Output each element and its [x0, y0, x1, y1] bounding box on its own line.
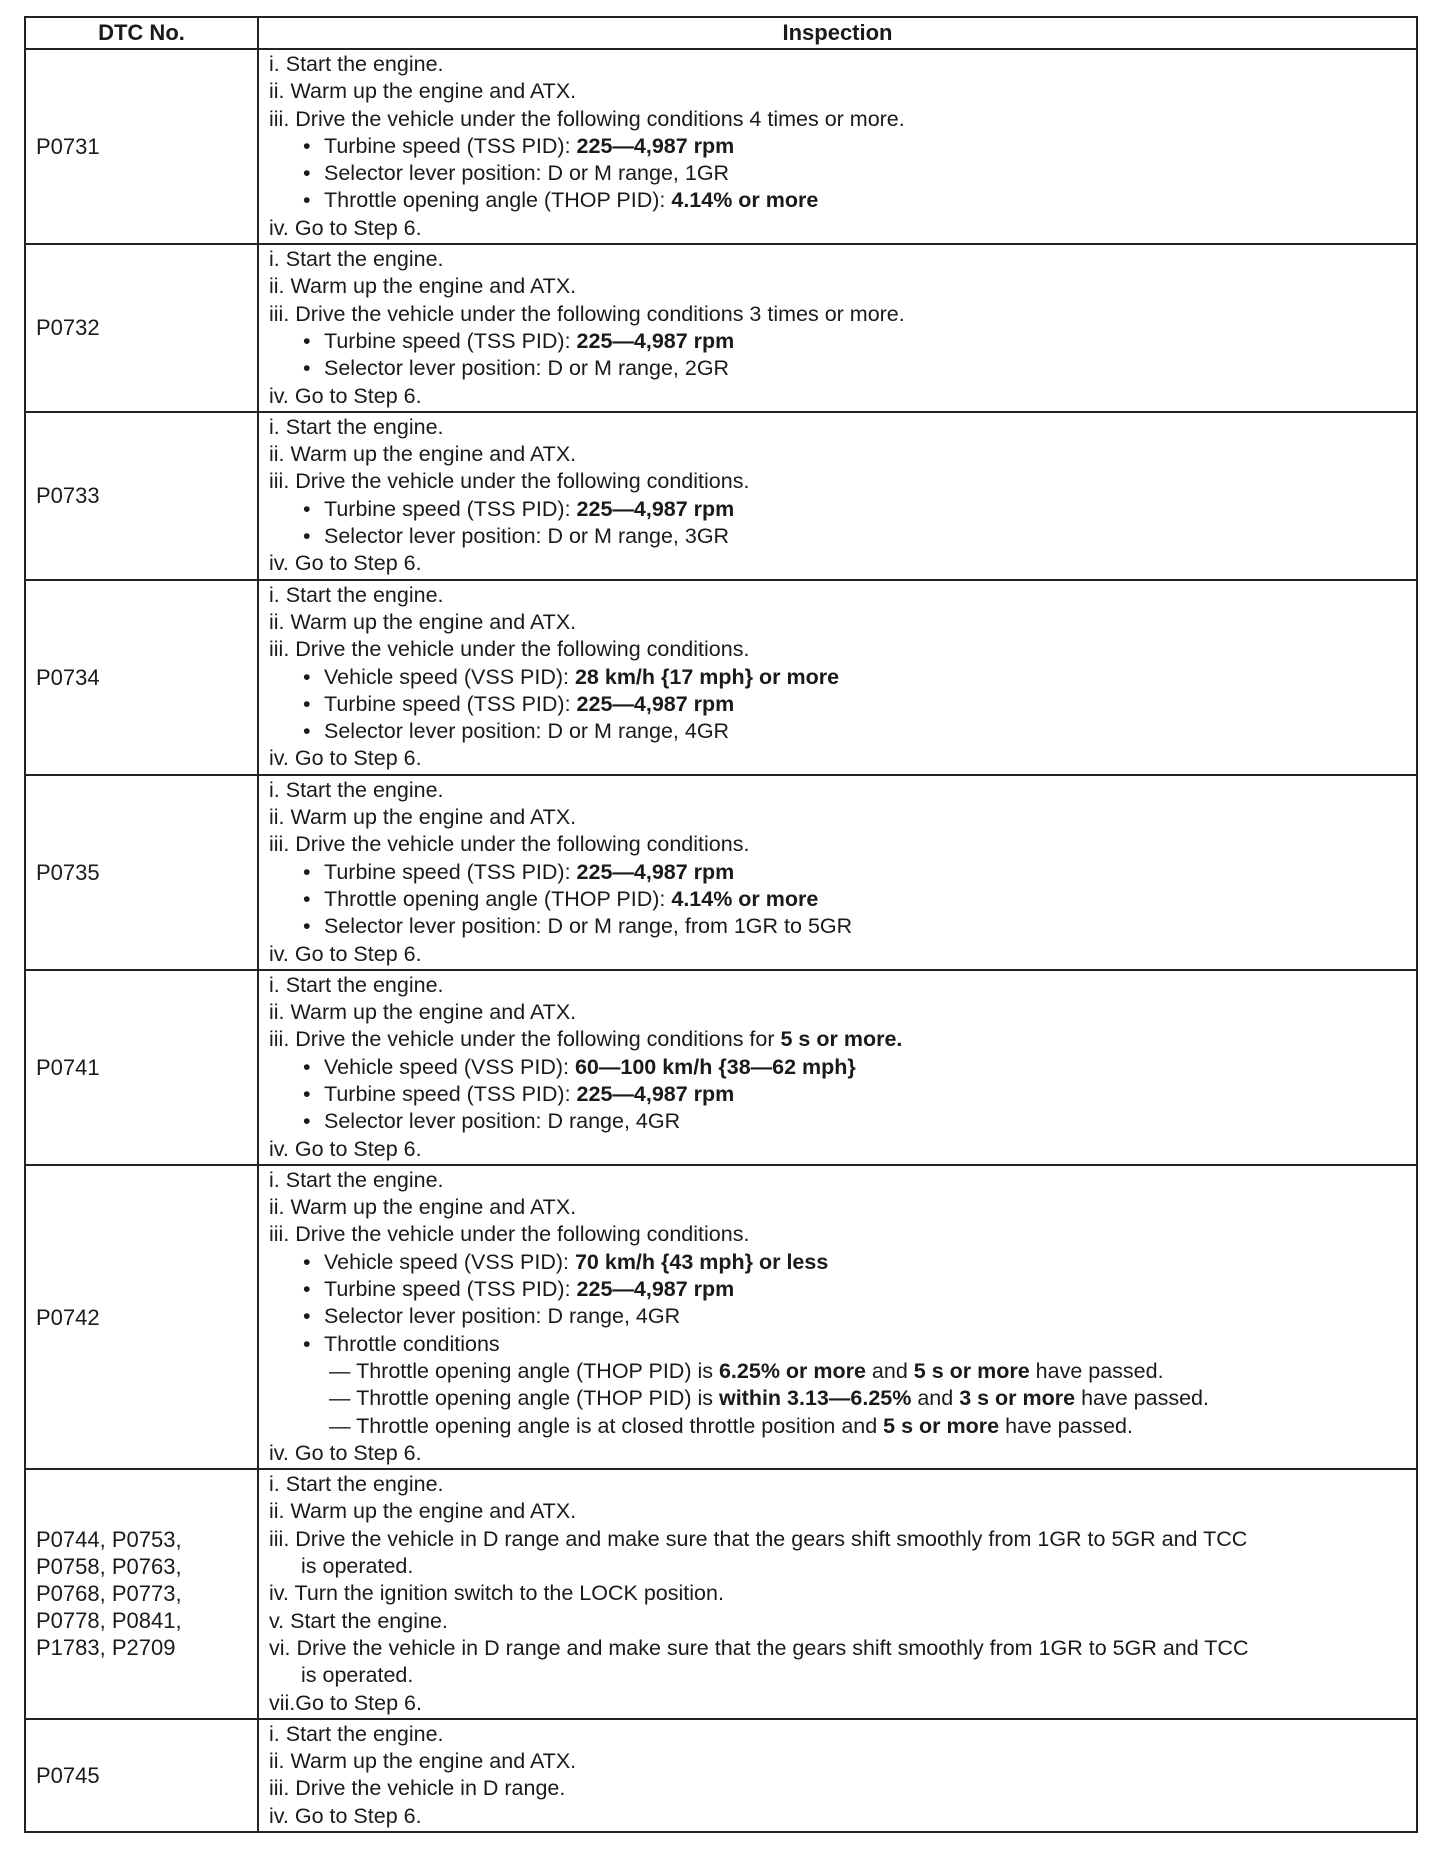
- step-text: iii. Drive the vehicle under the following conditions 4 times or more.: [269, 106, 905, 131]
- dtc-code-cell: [25, 49, 258, 244]
- spec-value: 225—4,987 rpm: [576, 859, 735, 884]
- step-text: Throttle opening angle (THOP PID):: [324, 886, 672, 911]
- step-text: iii. Drive the vehicle in D range and make sure that the gears shift smoothly from 1GR to 5GR and TCC: [269, 1526, 1248, 1551]
- spec-value: 225—4,987 rpm: [576, 691, 735, 716]
- condition-bullet: [269, 1331, 1410, 1358]
- step-text: iii. Drive the vehicle under the following conditions 3 times or more.: [269, 301, 905, 326]
- step-text: Selector lever position: D or M range, 2GR: [324, 356, 730, 381]
- condition-bullet: [269, 355, 1410, 382]
- throttle-condition-line: [269, 1413, 1410, 1440]
- table-row: [25, 580, 1417, 775]
- spec-value: 5 s or more: [883, 1413, 1000, 1438]
- spec-value: 225—4,987 rpm: [576, 1081, 735, 1106]
- step-text: Selector lever position: D range, 4GR: [324, 1109, 681, 1134]
- table-row: [25, 244, 1417, 412]
- step-text: and: [865, 1358, 914, 1383]
- step-text: ii. Warm up the engine and ATX.: [269, 1749, 577, 1774]
- procedure-step: [269, 777, 1410, 804]
- step-text: ii. Warm up the engine and ATX.: [269, 609, 577, 634]
- step-text: — Throttle opening angle is at closed throttle position and: [329, 1413, 884, 1438]
- procedure-step: [269, 745, 1410, 772]
- step-text: i. Start the engine.: [269, 582, 444, 607]
- procedure-step: [269, 1498, 1410, 1525]
- step-text: Throttle conditions: [324, 1331, 500, 1356]
- inspection-cell: [258, 49, 1417, 244]
- condition-bullet: [269, 1276, 1410, 1303]
- dtc-code: P0742: [36, 1304, 100, 1330]
- condition-bullet: [269, 886, 1410, 913]
- inspection-cell: [258, 1719, 1417, 1832]
- condition-bullet: [269, 718, 1410, 745]
- procedure-step: [269, 609, 1410, 636]
- spec-value: 225—4,987 rpm: [576, 133, 735, 158]
- step-text: Selector lever position: D or M range, from 1GR to 5GR: [324, 914, 853, 939]
- procedure-step: [269, 51, 1410, 78]
- spec-value: 4.14% or more: [671, 188, 819, 213]
- dtc-inspection-table: [24, 16, 1418, 1833]
- step-text: iv. Go to Step 6.: [269, 1803, 422, 1828]
- inspection-cell: [258, 1469, 1417, 1719]
- step-text: iv. Go to Step 6.: [269, 215, 422, 240]
- condition-bullet: [269, 1108, 1410, 1135]
- condition-bullet: [269, 328, 1410, 355]
- step-text: Turbine speed (TSS PID):: [324, 1277, 577, 1302]
- procedure-step: [269, 1608, 1410, 1635]
- step-text: ii. Warm up the engine and ATX.: [269, 79, 577, 104]
- step-text: Turbine speed (TSS PID):: [324, 859, 577, 884]
- procedure-step: [269, 1690, 1410, 1717]
- procedure-step: [269, 1221, 1410, 1248]
- header-dtc-no: DTC No.: [25, 17, 258, 49]
- dtc-code-cell: [25, 1165, 258, 1469]
- condition-bullet: [269, 1081, 1410, 1108]
- step-text: Selector lever position: D range, 4GR: [324, 1304, 681, 1329]
- step-text: vi. Drive the vehicle in D range and make sure that the gears shift smoothly from 1GR to 5GR and TCC: [269, 1635, 1249, 1660]
- dtc-code-cell: [25, 412, 258, 580]
- step-text: v. Start the engine.: [269, 1608, 448, 1633]
- spec-value: 5 s or more.: [780, 1027, 903, 1052]
- dtc-code-cell: [25, 775, 258, 970]
- procedure-step: [269, 1526, 1410, 1553]
- condition-bullet: [269, 913, 1410, 940]
- table-row: [25, 1469, 1417, 1719]
- inspection-cell: [258, 775, 1417, 970]
- step-text: iv. Turn the ignition switch to the LOCK position.: [269, 1581, 724, 1606]
- dtc-code: P0733: [36, 483, 100, 509]
- condition-bullet: [269, 496, 1410, 523]
- procedure-step: [269, 78, 1410, 105]
- step-text: iii. Drive the vehicle under the following conditions.: [269, 1222, 750, 1247]
- spec-value: 6.25% or more: [718, 1358, 866, 1383]
- procedure-step: [269, 804, 1410, 831]
- step-text: iv. Go to Step 6.: [269, 551, 422, 576]
- table-row: [25, 1719, 1417, 1832]
- dtc-code-cell: [25, 970, 258, 1165]
- step-text: i. Start the engine.: [269, 247, 444, 272]
- dtc-code: P0744, P0753,: [36, 1527, 182, 1553]
- inspection-cell: [258, 1165, 1417, 1469]
- table-row: [25, 49, 1417, 244]
- condition-bullet: [269, 187, 1410, 214]
- spec-value: 4.14% or more: [671, 886, 819, 911]
- step-text: iii. Drive the vehicle under the following conditions.: [269, 469, 750, 494]
- throttle-condition-line: [269, 1358, 1410, 1385]
- procedure-step: [269, 414, 1410, 441]
- procedure-step: [269, 215, 1410, 242]
- step-text: and: [911, 1386, 960, 1411]
- header-inspection: Inspection: [258, 17, 1417, 49]
- procedure-step: [269, 441, 1410, 468]
- step-text: Vehicle speed (VSS PID):: [324, 1054, 575, 1079]
- spec-value: 3 s or more: [959, 1386, 1076, 1411]
- inspection-cell: [258, 970, 1417, 1165]
- spec-value: 5 s or more: [913, 1358, 1030, 1383]
- procedure-step: [269, 1662, 1410, 1689]
- step-text: vii.Go to Step 6.: [269, 1690, 422, 1715]
- table-row: [25, 970, 1417, 1165]
- step-text: i. Start the engine.: [269, 972, 444, 997]
- step-text: iv. Go to Step 6.: [269, 1136, 422, 1161]
- procedure-step: [269, 1721, 1410, 1748]
- spec-value: within 3.13—6.25%: [718, 1386, 912, 1411]
- step-text: ii. Warm up the engine and ATX.: [269, 805, 577, 830]
- step-text: have passed.: [1029, 1358, 1164, 1383]
- step-text: Turbine speed (TSS PID):: [324, 133, 577, 158]
- throttle-condition-line: [269, 1385, 1410, 1412]
- step-text: is operated.: [301, 1554, 414, 1579]
- procedure-step: [269, 1580, 1410, 1607]
- spec-value: 60—100 km/h {38—62 mph}: [574, 1054, 856, 1079]
- procedure-step: [269, 1440, 1410, 1467]
- step-text: have passed.: [999, 1413, 1133, 1438]
- step-text: ii. Warm up the engine and ATX.: [269, 1000, 577, 1025]
- dtc-code: P0731: [36, 134, 100, 160]
- procedure-step: [269, 301, 1410, 328]
- condition-bullet: [269, 523, 1410, 550]
- spec-value: 225—4,987 rpm: [576, 328, 735, 353]
- step-text: Vehicle speed (VSS PID):: [324, 1249, 575, 1274]
- dtc-code-cell: [25, 1719, 258, 1832]
- procedure-step: [269, 550, 1410, 577]
- spec-value: 70 km/h {43 mph} or less: [574, 1249, 829, 1274]
- procedure-step: [269, 468, 1410, 495]
- step-text: ii. Warm up the engine and ATX.: [269, 1195, 577, 1220]
- spec-value: 28 km/h {17 mph} or more: [574, 664, 840, 689]
- step-text: i. Start the engine.: [269, 1167, 444, 1192]
- condition-bullet: [269, 664, 1410, 691]
- procedure-step: [269, 273, 1410, 300]
- condition-bullet: [269, 1303, 1410, 1330]
- procedure-step: [269, 1803, 1410, 1830]
- step-text: Turbine speed (TSS PID):: [324, 691, 577, 716]
- step-text: iv. Go to Step 6.: [269, 1440, 422, 1465]
- procedure-step: [269, 831, 1410, 858]
- step-text: iii. Drive the vehicle under the following conditions.: [269, 832, 750, 857]
- step-text: i. Start the engine.: [269, 414, 444, 439]
- step-text: Selector lever position: D or M range, 3GR: [324, 524, 730, 549]
- procedure-step: [269, 582, 1410, 609]
- procedure-step: [269, 972, 1410, 999]
- condition-bullet: [269, 859, 1410, 886]
- table-body: [25, 49, 1417, 1832]
- inspection-cell: [258, 580, 1417, 775]
- step-text: i. Start the engine.: [269, 1472, 444, 1497]
- procedure-step: [269, 636, 1410, 663]
- condition-bullet: [269, 1249, 1410, 1276]
- step-text: i. Start the engine.: [269, 1721, 444, 1746]
- dtc-code-cell: [25, 1469, 258, 1719]
- procedure-step: [269, 246, 1410, 273]
- step-text: — Throttle opening angle (THOP PID) is: [329, 1386, 719, 1411]
- procedure-step: [269, 1194, 1410, 1221]
- procedure-step: [269, 1635, 1410, 1662]
- step-text: ii. Warm up the engine and ATX.: [269, 274, 577, 299]
- dtc-code-cell: [25, 580, 258, 775]
- step-text: is operated.: [301, 1663, 414, 1688]
- step-text: ii. Warm up the engine and ATX.: [269, 1499, 577, 1524]
- procedure-step: [269, 1026, 1410, 1053]
- step-text: i. Start the engine.: [269, 777, 444, 802]
- dtc-code: P0778, P0841,: [36, 1608, 182, 1634]
- step-text: iv. Go to Step 6.: [269, 941, 422, 966]
- table-row: [25, 412, 1417, 580]
- condition-bullet: [269, 1054, 1410, 1081]
- procedure-step: [269, 1775, 1410, 1802]
- procedure-step: [269, 1167, 1410, 1194]
- step-text: Throttle opening angle (THOP PID):: [324, 188, 672, 213]
- inspection-cell: [258, 412, 1417, 580]
- procedure-step: [269, 106, 1410, 133]
- step-text: Vehicle speed (VSS PID):: [324, 664, 575, 689]
- step-text: Selector lever position: D or M range, 4GR: [324, 719, 730, 744]
- step-text: ii. Warm up the engine and ATX.: [269, 442, 577, 467]
- step-text: Selector lever position: D or M range, 1GR: [324, 161, 730, 186]
- dtc-code: P0734: [36, 664, 100, 690]
- dtc-code: P0732: [36, 315, 100, 341]
- procedure-step: [269, 1748, 1410, 1775]
- spec-value: 225—4,987 rpm: [576, 496, 735, 521]
- table-row: [25, 775, 1417, 970]
- step-text: Turbine speed (TSS PID):: [324, 1081, 577, 1106]
- dtc-code: P1783, P2709: [36, 1635, 176, 1661]
- table-row: [25, 1165, 1417, 1469]
- step-text: iv. Go to Step 6.: [269, 383, 422, 408]
- spec-value: 225—4,987 rpm: [576, 1277, 735, 1302]
- step-text: iii. Drive the vehicle under the following conditions.: [269, 637, 750, 662]
- step-text: iii. Drive the vehicle in D range.: [269, 1776, 566, 1801]
- dtc-code-cell: [25, 244, 258, 412]
- step-text: iii. Drive the vehicle under the following conditions for: [269, 1027, 781, 1052]
- procedure-step: [269, 383, 1410, 410]
- procedure-step: [269, 1471, 1410, 1498]
- inspection-cell: [258, 244, 1417, 412]
- step-text: iv. Go to Step 6.: [269, 746, 422, 771]
- step-text: i. Start the engine.: [269, 52, 444, 76]
- procedure-step: [269, 941, 1410, 968]
- step-text: Turbine speed (TSS PID):: [324, 328, 577, 353]
- condition-bullet: [269, 160, 1410, 187]
- dtc-code: P0735: [36, 859, 100, 885]
- dtc-code: P0745: [36, 1762, 100, 1788]
- dtc-code: P0768, P0773,: [36, 1581, 182, 1607]
- procedure-step: [269, 1553, 1410, 1580]
- step-text: have passed.: [1075, 1386, 1209, 1411]
- dtc-code: P0741: [36, 1054, 100, 1080]
- procedure-step: [269, 1136, 1410, 1163]
- procedure-step: [269, 999, 1410, 1026]
- condition-bullet: [269, 133, 1410, 160]
- step-text: Turbine speed (TSS PID):: [324, 496, 577, 521]
- condition-bullet: [269, 691, 1410, 718]
- dtc-code: P0758, P0763,: [36, 1554, 182, 1580]
- table-header-row: [25, 17, 1417, 49]
- step-text: — Throttle opening angle (THOP PID) is: [329, 1358, 719, 1383]
